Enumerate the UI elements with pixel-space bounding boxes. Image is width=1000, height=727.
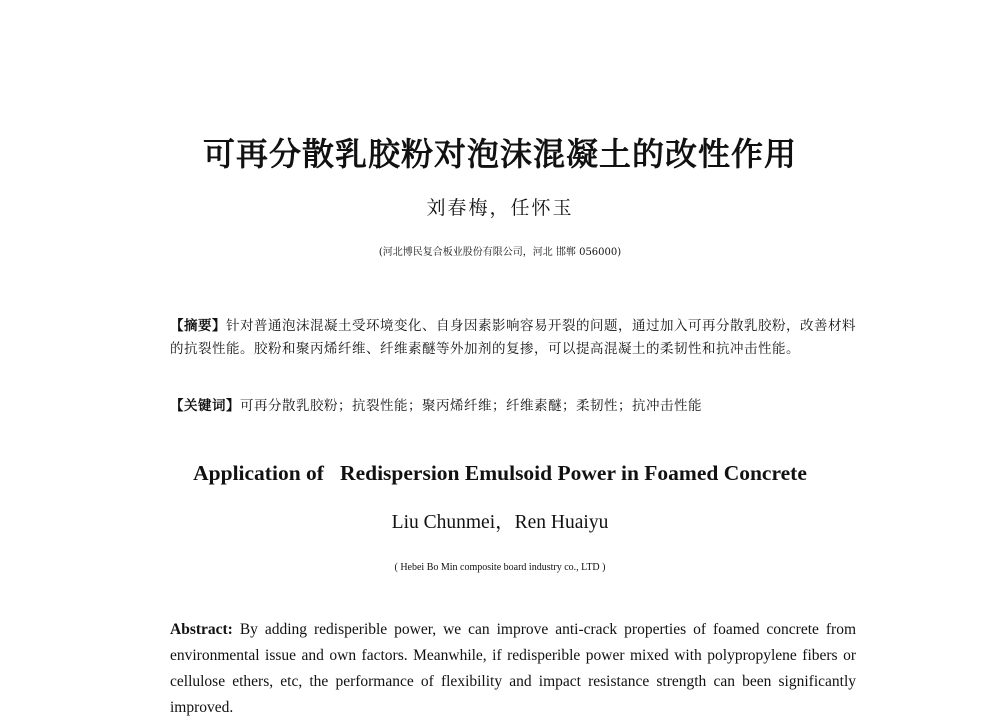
english-title: Application of Redispersion Emulsoid Power in Foamed Concrete: [193, 461, 807, 485]
chinese-affiliation: (河北博民复合板业股份有限公司，河北 邯郸 056000): [378, 247, 622, 258]
english-authors: Liu Chunmei，Ren Huaiyu: [391, 512, 609, 533]
chinese-title: 可再分散乳胶粉对泡沫混凝土的改性作用: [202, 135, 797, 173]
chinese-abstract-label: 【摘要】: [170, 318, 226, 334]
english-abstract-label: Abstract:: [170, 621, 233, 638]
chinese-authors: 刘春梅，任怀玉: [426, 197, 574, 219]
chinese-keywords: [170, 395, 870, 418]
chinese-keywords-label: 【关键词】: [170, 398, 240, 414]
english-affiliation: ( Hebei Bo Min composite board industry co., LTD ): [394, 562, 606, 573]
english-abstract-text: By adding redisperible power, we can improve anti-crack properties of foamed concrete from environmental issue and own factors. Meanwhile, if redisperible power mixed with polypropylene fibers or cellulose ethers, etc, the performance of flexibility and impact resistance strength can been significantly improved.: [170, 621, 856, 716]
chinese-keywords-text: 可再分散乳胶粉；抗裂性能；聚丙烯纤维；纤维素醚；柔韧性；抗冲击性能: [240, 398, 702, 414]
chinese-abstract: [170, 315, 856, 361]
english-abstract: [170, 617, 856, 721]
chinese-abstract-text: 针对普通泡沫混凝土受环境变化、自身因素影响容易开裂的问题，通过加入可再分散乳胶粉，改善材料的抗裂性能。胶粉和聚丙烯纤维、纤维素醚等外加剂的复掺，可以提高混凝土的柔韧性和抗冲击性能。: [170, 318, 856, 357]
